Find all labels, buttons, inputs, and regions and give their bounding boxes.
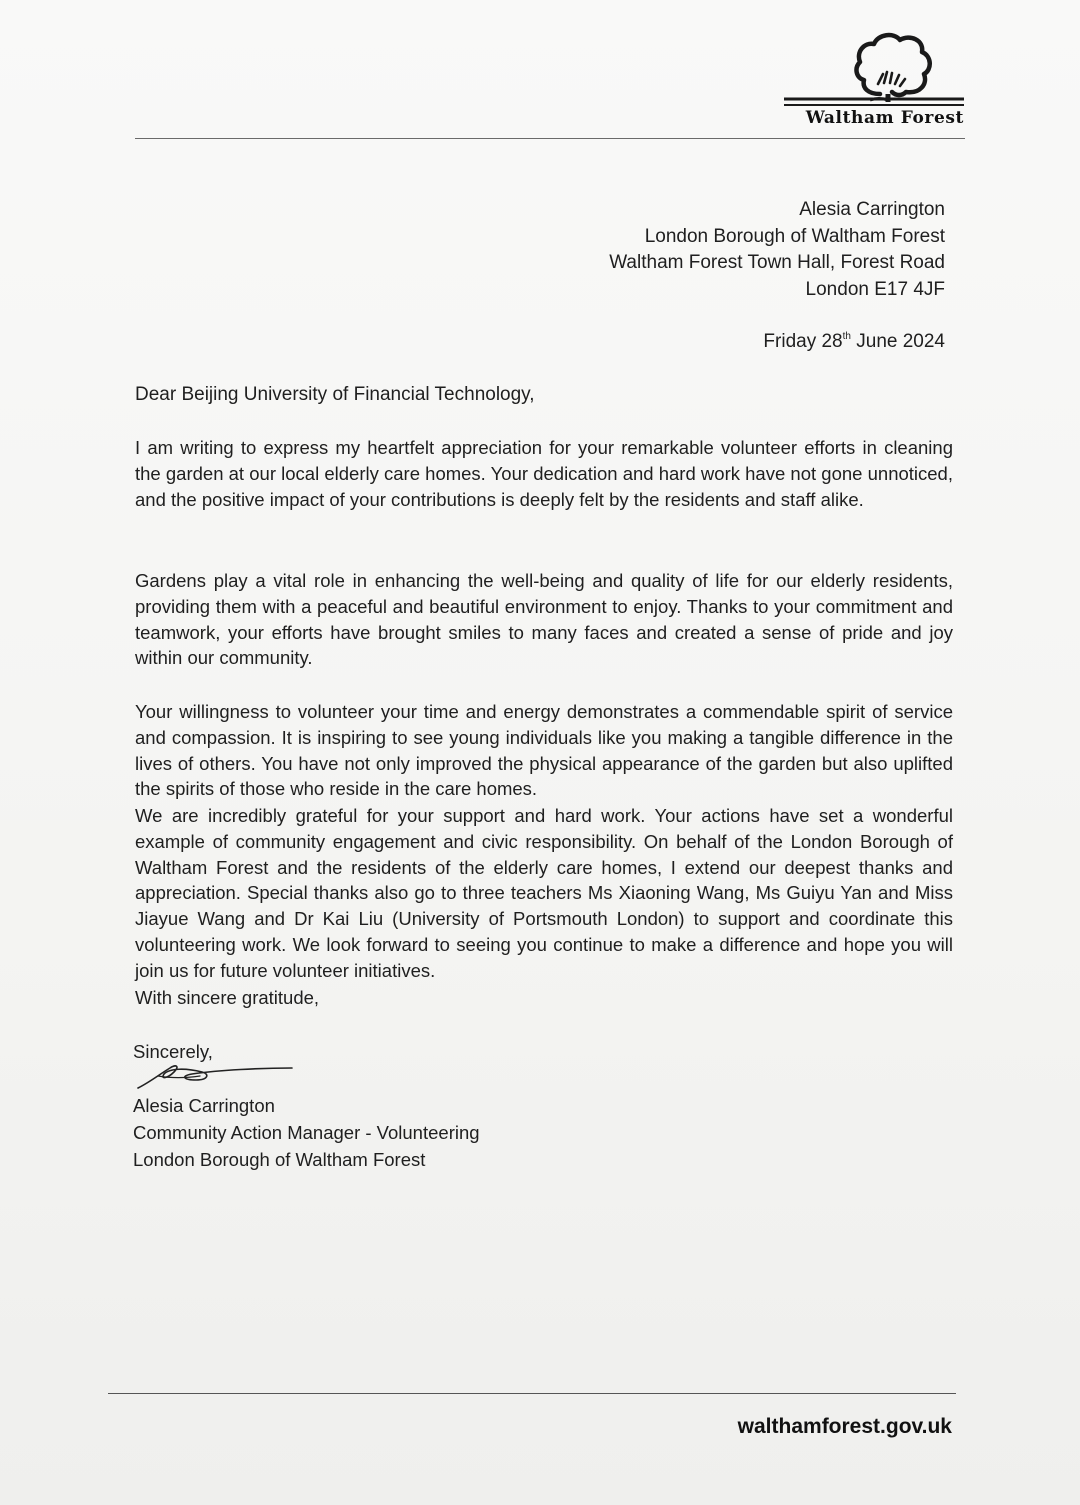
signatory-organisation: London Borough of Waltham Forest bbox=[133, 1149, 426, 1170]
sender-name: Alesia Carrington bbox=[799, 199, 945, 220]
body-paragraph: Gardens play a vital role in enhancing the well-being and quality of life for our elderly residents, providing them with a peaceful and beautiful environment to enjoy. Thanks to your commitment and teamwork, your efforts have brought smiles to many faces and created a sense of pride and joy within our community. bbox=[135, 570, 953, 669]
closing-line: With sincere gratitude, bbox=[135, 987, 320, 1008]
body-paragraph: I am writing to express my heartfelt appreciation for your remarkable volunteer efforts in cleaning the garden at our local elderly care homes. Your dedication and hard work have not gone unnoticed, and the positive impact of your contributions is deeply felt by the residents and staff alike. bbox=[135, 437, 953, 510]
footer-divider bbox=[108, 1393, 956, 1394]
date-day: Friday 28 bbox=[763, 331, 843, 352]
tree-logo-icon bbox=[784, 28, 968, 108]
date-month-year: June 2024 bbox=[856, 331, 945, 352]
header-divider bbox=[135, 138, 965, 139]
signatory-block bbox=[133, 1092, 480, 1173]
logo-text: Waltham Forest bbox=[805, 108, 964, 128]
letter-date bbox=[763, 329, 945, 355]
sender-postcode: London E17 4JF bbox=[805, 278, 945, 300]
footer-website: walthamforest.gov.uk bbox=[737, 1415, 952, 1438]
signoff: Sincerely, bbox=[133, 1041, 213, 1062]
sender-address bbox=[609, 197, 945, 303]
council-logo bbox=[784, 28, 968, 132]
signature-image bbox=[130, 1058, 300, 1094]
body-paragraph: We are incredibly grateful for your support and hard work. Your actions have set a wonderful example of community engagement and civic responsibility. On behalf of the London Borough of Waltham Forest and the residents of the elderly care homes, I extend our deepest thanks and appreciation. Special thanks also go to three teachers Ms Xiaoning Wang, Ms Guiyu Yan and Miss Jiayue Wang and Dr Kai Liu (University of Portsmouth London) to support and coordinate this volunteering work. We look forward to seeing you continue to make a difference and hope you will join us for future volunteer initiatives. bbox=[135, 805, 953, 981]
salutation: Dear Beijing University of Financial Technology, bbox=[135, 384, 535, 405]
sender-address-line: Waltham Forest Town Hall, Forest Road bbox=[609, 252, 945, 273]
sender-organisation: London Borough of Waltham Forest bbox=[644, 225, 945, 247]
signatory-name: Alesia Carrington bbox=[133, 1095, 275, 1116]
body-paragraph: Your willingness to volunteer your time and energy demonstrates a commendable spirit of service and compassion. It is inspiring to see young individuals like you making a tangible difference in the lives of others. You have not only improved the physical appearance of the garden but also uplifted the spirits of those who reside in the care homes. bbox=[135, 701, 953, 800]
signatory-title: Community Action Manager - Volunteering bbox=[133, 1122, 480, 1143]
date-suffix: th bbox=[842, 331, 851, 342]
